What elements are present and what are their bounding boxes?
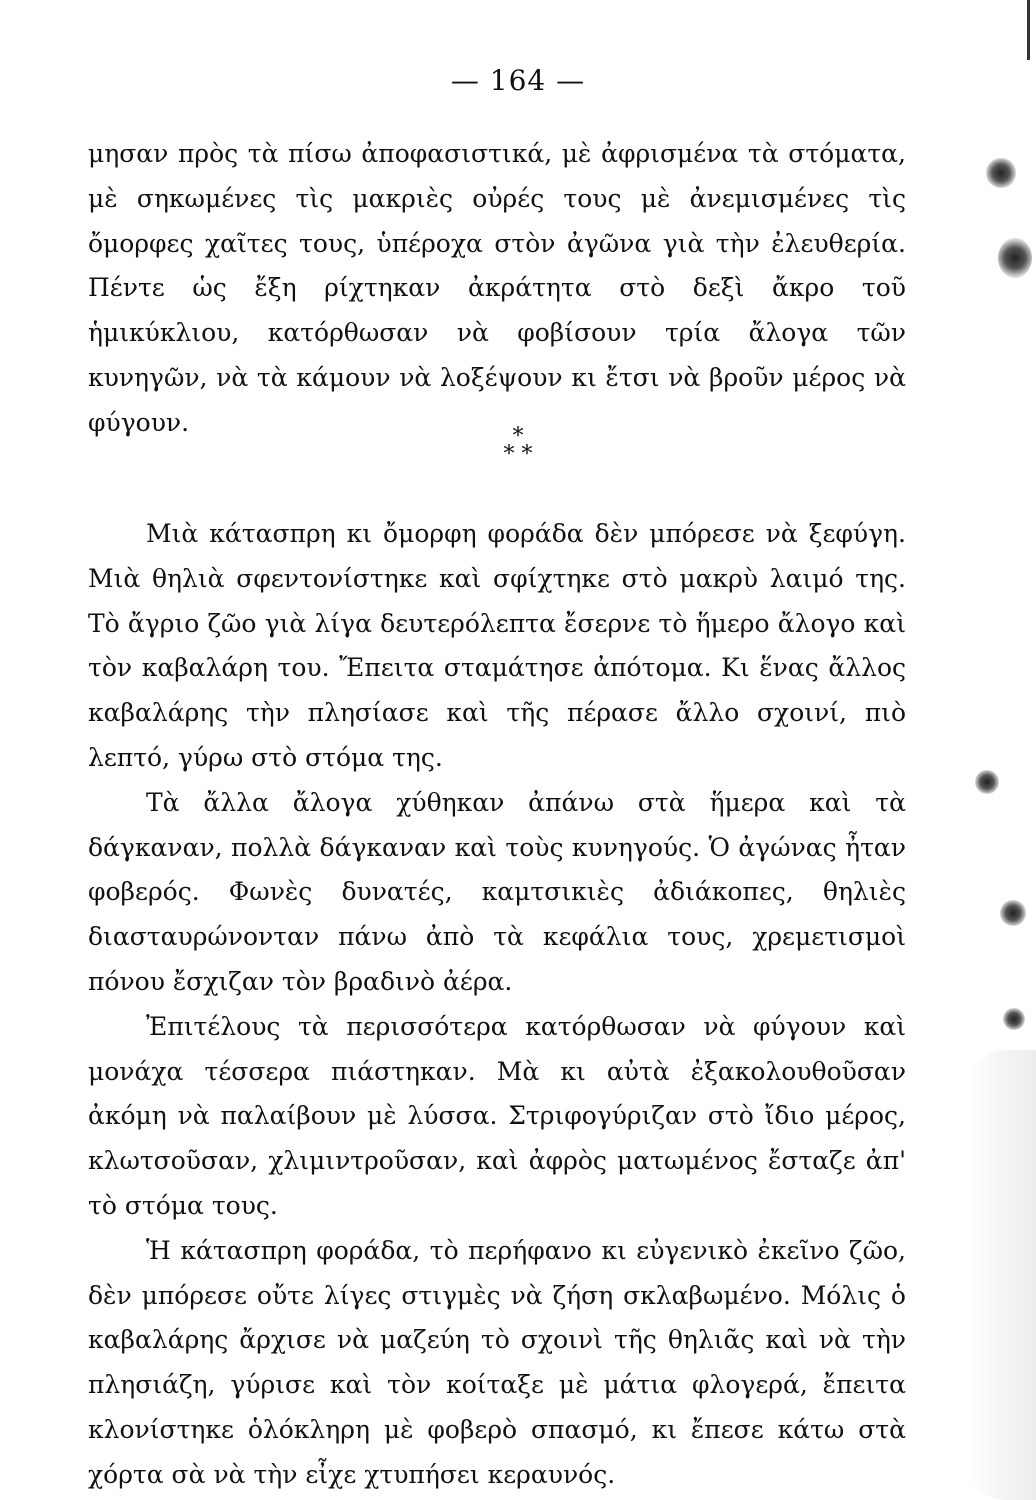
text-block-top (88, 132, 906, 446)
paragraph: μησαν πρὸς τὰ πίσω ἀποφασιστικά, μὲ ἀφρισμένα τὰ στόματα, μὲ σηκωμένες τὶς μακριὲς οὐρές τους μὲ ἀνεμισμένες τὶς ὄμορφες χαῖτες τους, ὑπέροχα στὸν ἀγῶνα γιὰ τὴν ἐλευθερία. Πέντε ὡς ἔξη ρίχτηκαν ἀκράτητα στὸ δεξὶ ἄκρο τοῦ ἡμικύκλιου, κατόρθωσαν νὰ φοβίσουν τρία ἄλογα τῶν κυνηγῶν, νὰ τὰ κάμουν νὰ λοξέψουν κι ἔτσι νὰ βροῦν μέρος νὰ φύγουν. (88, 139, 906, 437)
page-number: — 164 — (450, 64, 586, 97)
ink-spot (1000, 900, 1026, 926)
paragraph: Μιὰ κάτασπρη κι ὄμορφη φοράδα δὲν μπόρεσε νὰ ξεφύγη. Μιὰ θηλιὰ σφεντονίστηκε καὶ σφίχτηκε στὸ μακρὺ λαιμό της. Τὸ ἄγριο ζῶο γιὰ λίγα δευτερόλεπτα ἔσερνε τὸ ἥμερο ἄλογο καὶ τὸν καβαλάρη του. Ἔπειτα σταμάτησε ἀπότομα. Κι ἕνας ἄλλος καβαλάρης τὴν πλησίασε καὶ τῆς πέρασε ἄλλο σχοινί, πιὸ λεπτό, γύρω στὸ στόμα της. (88, 519, 906, 772)
scan-edge-mark (1027, 0, 1030, 60)
paragraph: Τὰ ἄλλα ἄλογα χύθηκαν ἀπάνω στὰ ἥμερα καὶ τὰ δάγκαναν, πολλὰ δάγκαναν καὶ τοὺς κυνηγούς. Ὁ ἀγώνας ἦταν φοβερός. Φωνὲς δυνατές, καμτσικιὲς ἀδιάκοπες, θηλιὲς διασταυρώνονταν πάνω ἀπὸ τὰ κεφάλια τους, χρεμετισμοὶ πόνου ἔσχιζαν τὸν βραδινὸ ἀέρα. (88, 787, 906, 996)
paragraph: Ἡ κάτασπρη φοράδα, τὸ περήφανο κι εὐγενικὸ ἐκεῖνο ζῶο, δὲν μπόρεσε οὔτε λίγες στιγμὲς νὰ ζήση σκλαβωμένο. Μόλις ὁ καβαλάρης ἄρχισε νὰ μαζεύη τὸ σχοινὶ τῆς θηλιᾶς καὶ νὰ τὴν πλησιάζη, γύρισε καὶ τὸν κοίταξε μὲ μάτια φλογερά, ἔπειτα κλονίστηκε ὁλόκληρη μὲ φοβερὸ σπασμό, κι ἔπεσε κάτω στὰ χόρτα σὰ νὰ τὴν εἶχε χτυπήσει κεραυνός. (88, 1235, 906, 1489)
asterism-divider (0, 424, 1036, 467)
margin-stain (966, 1050, 1036, 1500)
ink-spot (1003, 1008, 1025, 1030)
ink-spot (986, 158, 1016, 188)
text-block-bottom (88, 512, 906, 1498)
ink-spot (998, 238, 1032, 278)
asterism-top-star: * (512, 424, 524, 449)
paragraph: Ἐπιτέλους τὰ περισσότερα κατόρθωσαν νὰ φύγουν καὶ μονάχα τέσσερα πιάστηκαν. Μὰ κι αὐτὰ ἐξακολουθοῦσαν ἀκόμη νὰ παλαίβουν μὲ λύσσα. Στριφογύριζαν στὸ ἴδιο μέρος, κλωτσοῦσαν, χλιμιντροῦσαν, καὶ ἀφρὸς ματωμένος ἔσταζε ἀπ' τὸ στόμα τους. (88, 1011, 906, 1220)
ink-spot (975, 770, 999, 794)
asterism-bottom-stars: * * (503, 442, 533, 467)
